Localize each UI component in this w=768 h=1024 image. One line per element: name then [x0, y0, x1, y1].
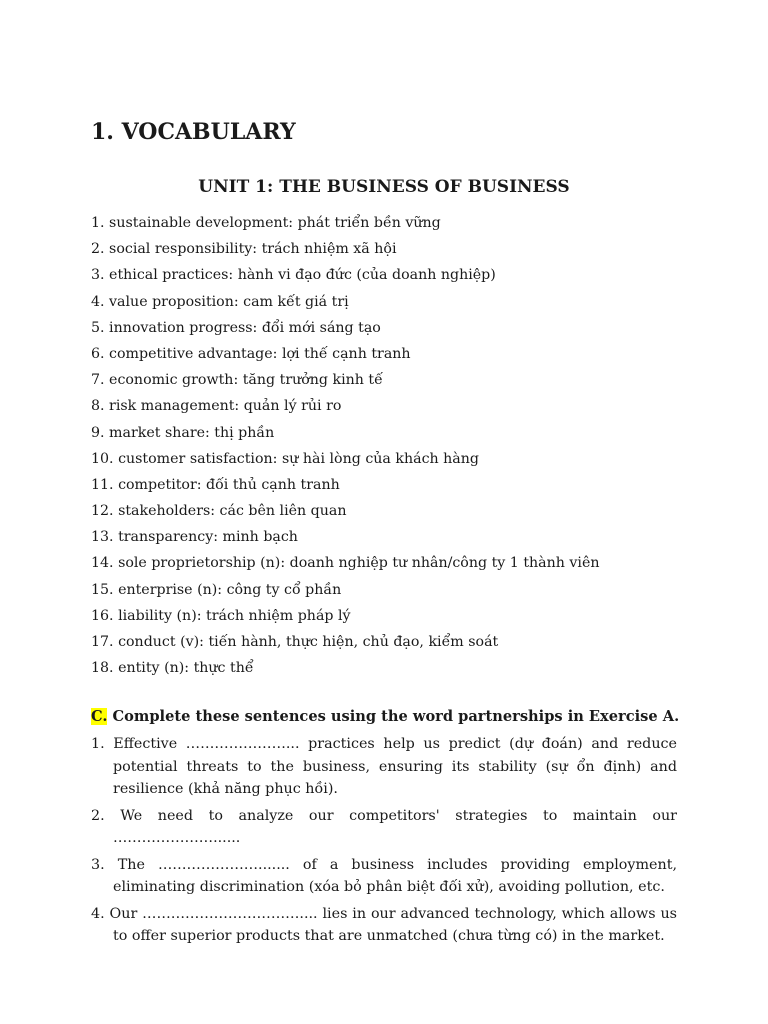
exercise-sentence-list: [91, 733, 677, 952]
vocab-item: 6. competitive advantage: lợi thế cạnh tranh: [91, 345, 411, 362]
vocab-item: 18. entity (n): thực thể: [91, 660, 254, 677]
vocab-item: 14. sole proprietorship (n): doanh nghiệp tư nhân/công ty 1 thành viên: [91, 555, 600, 572]
vocab-item: 10. customer satisfaction: sự hài lòng của khách hàng: [91, 450, 479, 467]
exercise-instruction: Complete these sentences using the word partnerships in Exercise A.: [107, 708, 680, 725]
vocab-item: 3. ethical practices: hành vi đạo đức (của doanh nghiệp): [91, 267, 496, 284]
vocab-item: 11. competitor: đối thủ cạnh tranh: [91, 476, 340, 493]
vocab-item: 7. economic growth: tăng trưởng kinh tế: [91, 372, 383, 389]
vocab-item: 13. transparency: minh bạch: [91, 529, 298, 546]
vocab-item: 2. social responsibility: trách nhiệm xã hội: [91, 241, 397, 258]
exercise-sentence: 3. The …………………....... of a business includes providing employment, eliminating discrimination (xóa bỏ phân biệt đối xử), avoiding pollution, etc.: [91, 856, 677, 895]
vocab-item: 16. liability (n): trách nhiệm pháp lý: [91, 607, 351, 624]
vocabulary-list: [91, 210, 600, 681]
exercise-sentence: 4. Our …………………………….... lies in our advanced technology, which allows us to offer superior products that are unmatched (chưa từng có) in the market.: [91, 905, 677, 944]
unit-title: UNIT 1: THE BUSINESS OF BUSINESS: [198, 177, 570, 197]
vocab-item: 15. enterprise (n): công ty cổ phần: [91, 581, 342, 598]
vocab-item: 12. stakeholders: các bên liên quan: [91, 503, 347, 520]
vocab-item: 1. sustainable development: phát triển bền vững: [91, 215, 441, 231]
vocab-item: 5. innovation progress: đổi mới sáng tạo: [91, 319, 381, 336]
exercise-sentence: 1. Effective …………………... practices help us predict (dự đoán) and reduce potential threats to the business, ensuring its stability (sự ổn định) and resilience (khả năng phục hồi).: [91, 736, 677, 797]
vocab-item: 8. risk management: quản lý rủi ro: [91, 398, 342, 415]
exercise-sentence: 2. We need to analyze our competitors' strategies to maintain our …………………......: [91, 807, 677, 846]
vocab-item: 17. conduct (v): tiến hành, thực hiện, chủ đạo, kiểm soát: [91, 634, 499, 650]
exercise-letter-highlight: C.: [91, 708, 108, 725]
vocab-item: 4. value proposition: cam kết giá trị: [91, 293, 349, 310]
exercise-heading: [91, 706, 679, 728]
section-heading: 1. VOCABULARY: [91, 119, 296, 145]
vocab-item: 9. market share: thị phần: [91, 424, 275, 441]
